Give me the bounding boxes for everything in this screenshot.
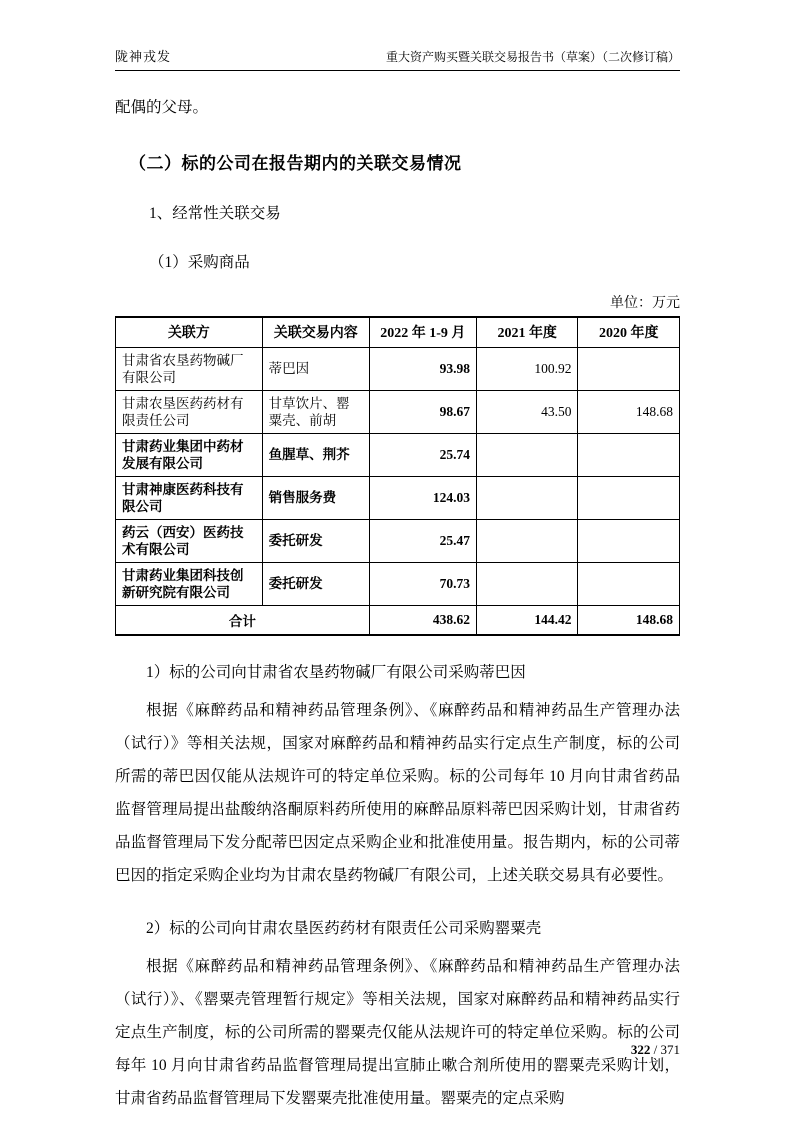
total-2022-cell: 438.62 <box>369 605 476 635</box>
value-2020-cell <box>578 347 680 390</box>
page-number-separator: / <box>650 1042 661 1057</box>
column-header-content: 关联交易内容 <box>262 317 369 347</box>
table-row <box>116 390 680 433</box>
value-2021-cell <box>476 519 578 562</box>
value-2022-cell: 25.74 <box>369 433 476 476</box>
page-number <box>631 1042 680 1058</box>
item2-paragraph: 根据《麻醉药品和精神药品管理条例》、《麻醉药品和精神药品生产管理办法（试行）》、《罂粟壳管理暂行规定》等相关法规，国家对麻醉药品和精神药品实行定点生产制度，标的公司所需的罂粟壳仅能从法规许可的特定单位采购。标的公司每年 10 月向甘肃省药品监督管理局提出宣肺止嗽合剂所使用的罂粟壳采购计划，甘肃省药品监督管理局下发罂粟壳批准使用量。罂粟壳的定点采购 <box>115 957 680 1107</box>
table-row <box>116 476 680 519</box>
related-transactions-table <box>115 316 680 636</box>
value-2020-cell <box>578 476 680 519</box>
content-cell: 委托研发 <box>262 519 369 562</box>
party-cell: 药云（西安）医药技术有限公司 <box>116 519 263 562</box>
party-cell: 甘肃神康医药科技有限公司 <box>116 476 263 519</box>
value-2020-cell: 148.68 <box>578 390 680 433</box>
content-cell: 甘草饮片、罂粟壳、前胡 <box>262 390 369 433</box>
subsection-title: 1、经常性关联交易 <box>149 205 281 222</box>
value-2022-cell: 98.67 <box>369 390 476 433</box>
unit-note: 单位：万元 <box>610 296 680 311</box>
value-2022-cell: 70.73 <box>369 562 476 605</box>
value-2022-cell: 124.03 <box>369 476 476 519</box>
value-2020-cell <box>578 519 680 562</box>
content-cell: 蒂巴因 <box>262 347 369 390</box>
content-cell: 鱼腥草、荆芥 <box>262 433 369 476</box>
value-2020-cell <box>578 433 680 476</box>
value-2021-cell <box>476 476 578 519</box>
page-number-current: 322 <box>630 1042 651 1057</box>
item1-paragraph: 根据《麻醉药品和精神药品管理条例》、《麻醉药品和精神药品生产管理办法（试行）》等相关法规，国家对麻醉药品和精神药品实行定点生产制度，标的公司所需的蒂巴因仅能从法规许可的特定单位采购。标的公司每年 10 月向甘肃省药品监督管理局提出盐酸纳洛酮原料药所使用的麻醉品原料蒂巴因采购计划，甘肃省药品监督管理局下发分配蒂巴因定点采购企业和批准使用量。报告期内，标的公司蒂巴因的指定采购企业均为甘肃农垦药物碱厂有限公司，上述关联交易具有必要性。 <box>115 701 680 884</box>
content-cell: 销售服务费 <box>262 476 369 519</box>
table-row <box>116 562 680 605</box>
header-company-name: 陇神戎发 <box>115 49 172 64</box>
table-row <box>116 519 680 562</box>
table-header-row <box>116 317 680 347</box>
table-row <box>116 433 680 476</box>
column-header-party: 关联方 <box>116 317 263 347</box>
item2-title: 2）标的公司向甘肃农垦医药药材有限责任公司采购罂粟壳 <box>146 919 542 937</box>
value-2022-cell: 93.98 <box>369 347 476 390</box>
table-row <box>116 347 680 390</box>
total-label-cell: 合计 <box>116 605 370 635</box>
content-cell: 委托研发 <box>262 562 369 605</box>
total-2020-cell: 148.68 <box>578 605 680 635</box>
value-2021-cell: 43.50 <box>476 390 578 433</box>
section-heading: （二）标的公司在报告期内的关联交易情况 <box>129 154 462 173</box>
page-number-total: 371 <box>660 1042 680 1057</box>
value-2021-cell <box>476 433 578 476</box>
value-2022-cell: 25.47 <box>369 519 476 562</box>
table-total-row <box>116 605 680 635</box>
total-2021-cell: 144.42 <box>476 605 578 635</box>
party-cell: 甘肃药业集团科技创新研究院有限公司 <box>116 562 263 605</box>
party-cell: 甘肃农垦医药药材有限责任公司 <box>116 390 263 433</box>
value-2020-cell <box>578 562 680 605</box>
column-header-2020: 2020 年度 <box>578 317 680 347</box>
party-cell: 甘肃药业集团中药材发展有限公司 <box>116 433 263 476</box>
page-header <box>115 46 680 71</box>
party-cell: 甘肃省农垦药物碱厂有限公司 <box>116 347 263 390</box>
subitem-title: （1）采购商品 <box>149 254 250 271</box>
value-2021-cell: 100.92 <box>476 347 578 390</box>
item1-title: 1）标的公司向甘肃省农垦药物碱厂有限公司采购蒂巴因 <box>146 663 526 681</box>
value-2021-cell <box>476 562 578 605</box>
column-header-2021: 2021 年度 <box>476 317 578 347</box>
leading-text: 配偶的父母。 <box>115 99 209 116</box>
column-header-2022: 2022 年 1-9 月 <box>369 317 476 347</box>
header-report-title: 重大资产购买暨关联交易报告书（草案）（二次修订稿） <box>385 50 680 64</box>
